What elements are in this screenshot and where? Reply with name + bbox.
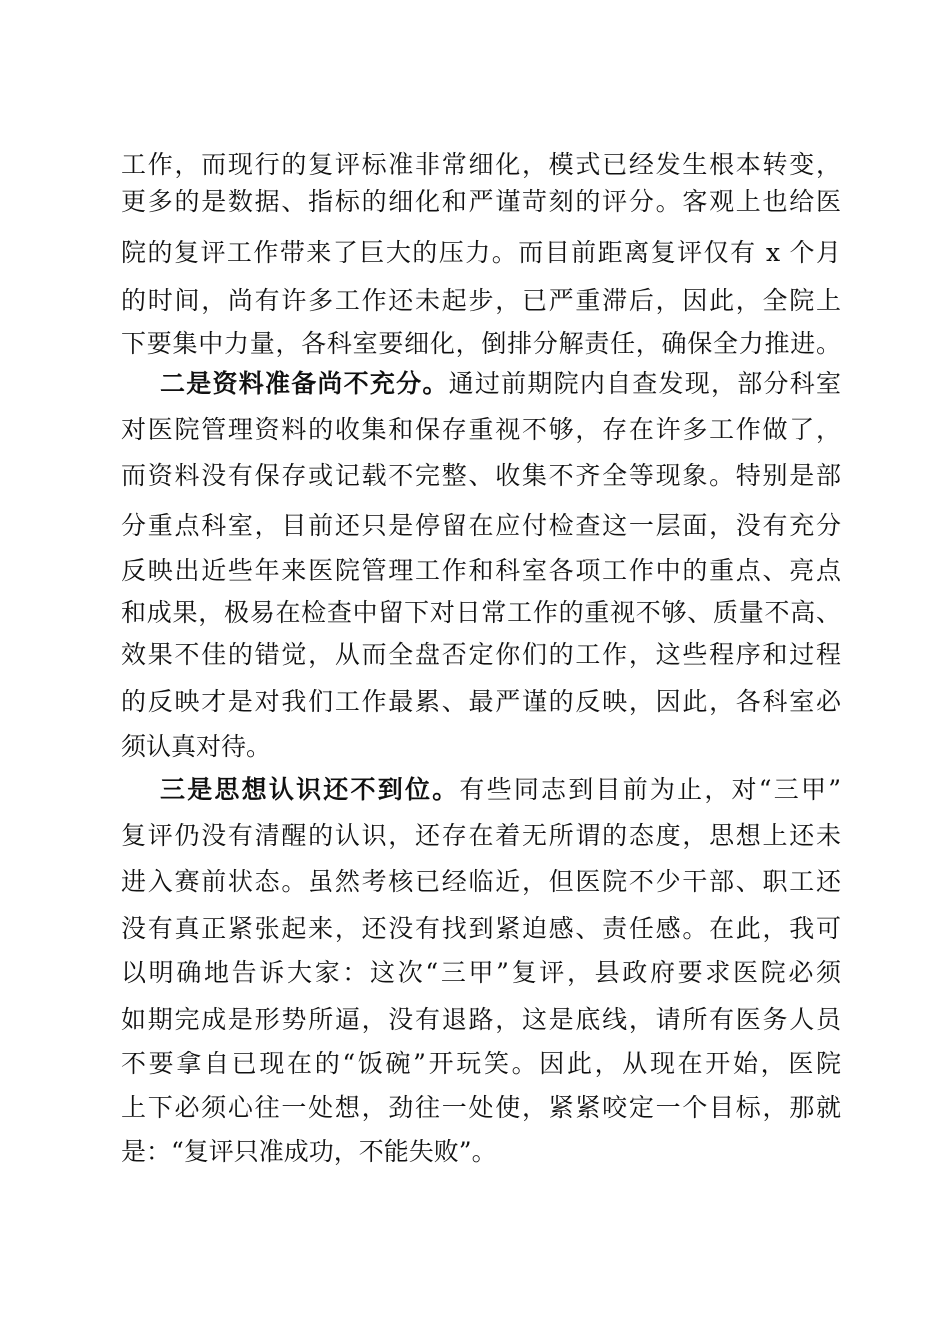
- paragraph-line: 的反映才是对我们工作最累、最严谨的反映，因此，各科室必: [121, 687, 841, 716]
- paragraph-line: 是：“复评只准成功，不能失败”。: [121, 1137, 497, 1166]
- paragraph-line: 工作，而现行的复评标准非常细化，模式已经发生根本转变，: [121, 150, 841, 179]
- paragraph-line: 下要集中力量，各科室要细化，倒排分解责任，确保全力推进。: [121, 329, 841, 358]
- paragraph-heading: 三是思想认识还不到位。: [160, 775, 460, 804]
- paragraph-line: 而资料没有保存或记载不完整、收集不齐全等现象。特别是部: [121, 461, 841, 490]
- paragraph-heading: 二是资料准备尚不充分。: [160, 369, 449, 398]
- paragraph-line: 更多的是数据、指标的细化和严谨苛刻的评分。客观上也给医: [121, 187, 841, 216]
- paragraph-text: 有些同志到目前为止，对“三甲”: [459, 775, 841, 804]
- paragraph-line: 没有真正紧张起来，还没有找到紧迫感、责任感。在此，我可: [121, 914, 841, 943]
- paragraph-first-line: [160, 775, 841, 805]
- paragraph-line: 院的复评工作带来了巨大的压力。而目前距离复评仅有 x 个月: [121, 238, 841, 267]
- paragraph-line: 和成果，极易在检查中留下对日常工作的重视不够、质量不高、: [121, 598, 841, 627]
- paragraph-line: 如期完成是形势所逼，没有退路，这是底线，请所有医务人员: [121, 1005, 841, 1034]
- paragraph-line: 反映出近些年来医院管理工作和科室各项工作中的重点、亮点: [121, 556, 841, 585]
- paragraph-line: 不要拿自已现在的“饭碗”开玩笑。因此，从现在开始，医院: [121, 1049, 841, 1078]
- paragraph-line: 进入赛前状态。虽然考核已经临近，但医院不少干部、职工还: [121, 867, 841, 896]
- paragraph-line: 的时间，尚有许多工作还未起步，已严重滞后，因此，全院上: [121, 286, 841, 315]
- paragraph-text: 通过前期院内自查发现，部分科室: [448, 369, 841, 398]
- paragraph-line: 须认真对待。: [121, 732, 272, 761]
- paragraph-line: 分重点科室，目前还只是停留在应付检查这一层面，没有充分: [121, 511, 841, 540]
- paragraph-line: 复评仍没有清醒的认识，还存在着无所谓的态度，思想上还未: [121, 821, 841, 850]
- paragraph-line: 对医院管理资料的收集和保存重视不够，存在许多工作做了，: [121, 415, 841, 444]
- paragraph-line: 以明确地告诉大家：这次“三甲”复评，县政府要求医院必须: [121, 958, 841, 987]
- paragraph-line: 效果不佳的错觉，从而全盘否定你们的工作，这些程序和过程: [121, 640, 841, 669]
- paragraph-line: 上下必须心往一处想，劲往一处使，紧紧咬定一个目标，那就: [121, 1093, 841, 1122]
- paragraph-first-line: [160, 369, 841, 399]
